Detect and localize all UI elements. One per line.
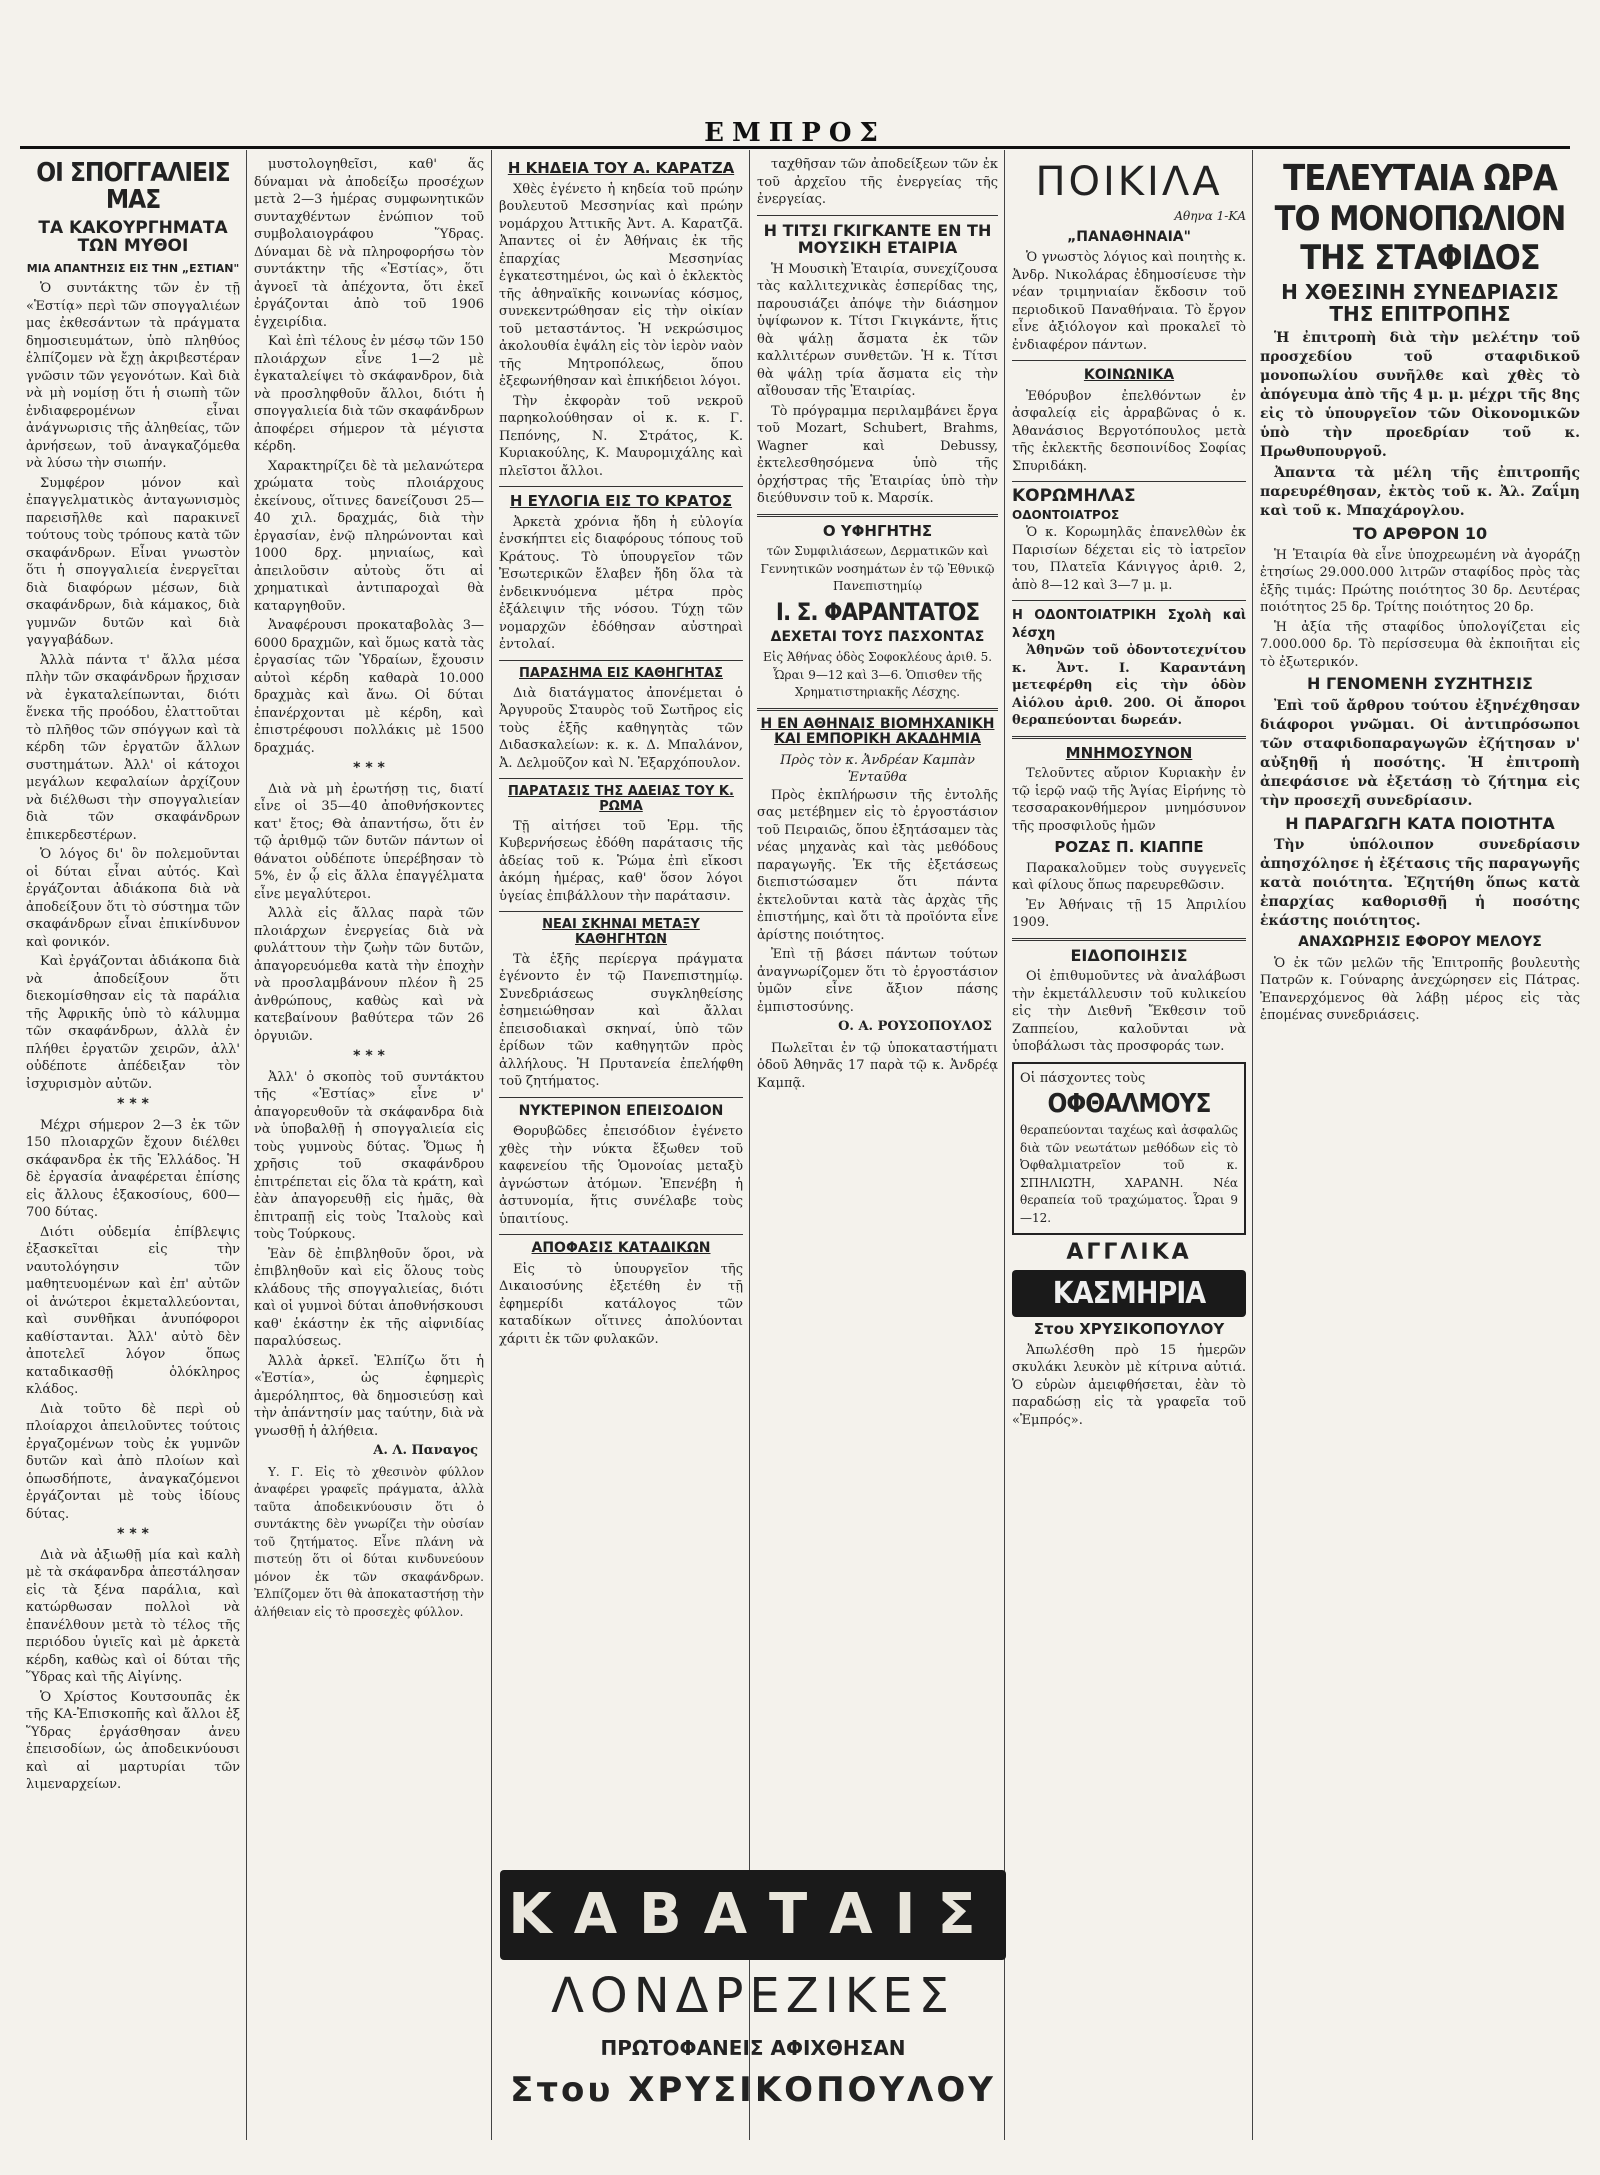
paragraph: Τὴν ὑπόλοιπον συνεδρίασιν ἀπησχόλησε ἡ ἐξέτασις τῆς παραγωγῆς κατὰ ποιότητα. Ἐζητήθη ὅπως κατὰ ἐπαρχίας καθορισθῇ ἡ ποσότης ἑκάστης ποιότητος.: [1260, 837, 1580, 930]
ad-banner-kabatais: ΚΑΒΑΤΑΙΣ: [500, 1870, 1006, 1960]
article-heading: ΠΑΡΑΤΑΣΙΣ ΤΗΣ ΑΔΕΙΑΣ ΤΟΥ Κ. ΡΩΜΑ: [508, 784, 734, 814]
divider: [757, 708, 998, 711]
ad-title: ΟΦΘΑΛΜΟΥΣ: [1047, 1089, 1211, 1120]
paragraph: Τὸ πρόγραμμα περιλαμβάνει ἔργα τοῦ Mozart, Schubert, Brahms, Wagner καὶ Debussy, ἐκτελεσθησόμενα ὑπὸ τῆς ὀρχήστρας τῆς Ἑταιρίας ὑπὸ τὴν διεύθυνσιν τοῦ κ. Μαρσίκ.: [757, 403, 998, 507]
divider: [1012, 736, 1246, 739]
article-heading: Η ΚΗΔΕΙΑ ΤΟΥ Α. ΚΑΡΑΤΖΑ: [507, 159, 735, 177]
paragraph: Ἐὰν δὲ ἐπιβληθοῦν ὅροι, νὰ ἐπιβληθοῦν καὶ εἰς ὅλους τοὺς κλάδους τῆς σπογγαλιείας, διότι καὶ οἱ γυμνοὶ δύται ἀποθνήσκουσι καθ' ἑκάστην ἐκ τῆς αἰφνιδίας παραλύσεως.: [254, 1246, 484, 1349]
article-signature: Α. Λ. Παναγος: [373, 1443, 478, 1458]
doctor-name: Ι. Σ. ΦΑΡΑΝΤΑΤΟΣ: [775, 597, 980, 626]
paragraph: Διὰ τοῦτο δὲ περὶ οὐ πλοίαρχοι ἀπειλοῦντες τούτοις ἐργαζομένων τοὺς ἐκ γυμνῶν δυτῶν καὶ ἀπὸ πλοίων καὶ ὁπωσδήποτε, ἀναγκαζόμενοι ἐργάζονται μὲ τοὺς ἰδίους δύτας.: [26, 1401, 240, 1522]
paragraph: Ἀναφέρουσι προκαταβολὰς 3—6000 δραχμῶν, καὶ ὅμως κατὰ τὰς ἐργασίας τῶν Ὑδραίων, ἔχουσιν αὐτοὶ κέρδη καθαρὰ 10.000 δραχμὰς καὶ ἄνω. Οἱ δύται ἐπανέρχονται μὲ κέρδη, καὶ ἐπιστρέφουσι πολλάκις μὲ 1500 δραχμάς.: [254, 618, 484, 756]
paragraph: Ἡ Μουσικὴ Ἑταιρία, συνεχίζουσα τὰς καλλιτεχνικὰς ἑσπερίδας της, παρουσιάζει ἀπόψε τὴν διάσημον ὑψίφωνον κ. Τίτσι Γκιγκάντε, ἥτις θὰ ψάλῃ ἄσματα ἐκ τῶν καλλιτέρων συνθετῶν. Ἡ κ. Τίτσι θὰ ψάλῃ τρία ἄσματα εἰς τὴν αἴθουσαν τῆς Ἑταιρίας.: [757, 261, 998, 400]
letter-addressee: Πρὸς τὸν κ. Ἀνδρέαν Καμπὰν Ἐνταῦθα: [780, 752, 975, 786]
section-mark: * * *: [353, 760, 385, 776]
paragraph: Τὰ ἑξῆς περίεργα πράγματα ἐγένοντο ἐν τῷ Πανεπιστημίῳ. Συνεδριάσεως συγκληθείσης ἐσημειώθησαν καὶ ἄλλαι ἐπεισοδιακαὶ σκηναί, ὑπὸ τῶν ἐρίδων τῶν καθηγητῶν πρὸς ἀλλήλους. Ἡ Πρυτανεία ἐπελήφθη τοῦ ζητήματος.: [499, 951, 743, 1090]
column-3: [499, 156, 743, 1856]
paragraph: Διὰ νὰ ἀξιωθῇ μία καὶ καλὴ μὲ τὰ σκάφανδρα ἀπεστάλησαν εἰς τὰ ξένα παράλια, καὶ κατώρθωσαν πολλοὶ νὰ ἐπανέλθουν μετὰ τὸ τέλος τῆς περιόδου ὑγιεῖς καὶ μὲ ἀρκετὰ κέρδη, καθὼς καὶ οἱ δύται τῆς Ὕδρας καὶ τῆς Αἰγίνης.: [26, 1547, 240, 1686]
column-rule: [749, 150, 750, 2140]
divider: [499, 486, 743, 487]
paragraph: Χθὲς ἐγένετο ἡ κηδεία τοῦ πρώην βουλευτοῦ Μεσσηνίας καὶ πρώην νομάρχου Ἀττικῆς Ἀντ. Α. Καρατζᾶ. Ἀπαντες οἱ ἐν Ἀθήναις ἐκ τῆς ἐπαρχίας Μεσσηνίας ἐγκατεστημένοι, ὡς καὶ ὁ ἐκλεκτὸς τῆς ἀθηναϊκῆς κοινωνίας κόσμος, συνεκεντρώθησαν εἰς τὴν οἰκίαν τοῦ μεταστάντος. Ἡ νεκρώσιμος ἀκολουθία ἐψάλη εἰς τὸν ἱερὸν ναὸν τῆς Μητροπόλεως, ὅπου ἐξεφωνήθησαν καὶ ἐπικήδειοι λόγοι.: [499, 181, 743, 389]
ad-banner-cashmere: ΚΑΣΜΗΡΙΑ: [1012, 1270, 1246, 1318]
article-heading: ΕΙΔΟΠΟΙΗΣΙΣ: [1070, 945, 1188, 965]
section-mark: * * *: [117, 1526, 149, 1543]
article-heading: Η ΕΝ ΑΘΗΝΑΙΣ ΒΙΟΜΗΧΑΝΙΚΗ ΚΑΙ ΕΜΠΟΡΙΚΗ ΑΚΑΔΗΜΙΑ: [760, 715, 995, 748]
column-2: [254, 156, 484, 2146]
article-heading: Η ΤΙΤΣΙ ΓΚΙΓΚΑΝΤΕ ΕΝ ΤΗ ΜΟΥΣΙΚΗ ΕΤΑΙΡΙΑ: [763, 220, 992, 258]
ad-box-eyes: [1012, 1062, 1246, 1236]
paragraph: Ἡ Ἑταιρία θὰ εἶνε ὑποχρεωμένη νὰ ἀγοράζῃ ἐτησίως 29.000.000 λιτρῶν σταφίδος πρὸς τὰς ἑξῆς τιμάς: Πρώτης ποιότητος 30 δρ. Δευτέρας ποιότητος 25 δρ. Τρίτης ποιότητος 20 δρ.: [1260, 547, 1580, 616]
paragraph: Ὁ γνωστὸς λόγιος καὶ ποιητὴς κ. Ἀνδρ. Νικολάρας ἐδημοσίευσε τὴν νέαν τριμηνιαίαν ἔκδοσιν τοῦ περιοδικοῦ Παναθήναια. Τὸ ἔργον εἶνε ἀξιόλογον καὶ προκαλεῖ τὸ ἐνδιαφέρον πάντων.: [1012, 250, 1246, 353]
paragraph: Τῇ αἰτήσει τοῦ Ἑρμ. τῆς Κυβερνήσεως ἐδόθη παράτασις τῆς ἀδείας τοῦ κ. Ῥώμα ἐπὶ εἴκοσι ἀκόμη ἡμέρας, καθ' ὅσον λόγοι ὑγείας ἐπιβάλλουν τὴν παράτασιν.: [499, 818, 743, 904]
column-rule: [491, 150, 492, 2140]
divider: [757, 514, 998, 517]
divider: [499, 1234, 743, 1235]
divider: [1012, 938, 1246, 941]
ad-intro: Οἱ πάσχοντες τοὺς: [1020, 1070, 1146, 1086]
section-mark: * * *: [117, 1096, 149, 1113]
divider: [757, 215, 998, 216]
article-subheading: ΤΑ ΚΑΚΟΥΡΓΗΜΑΤΑ ΤΩΝ ΜΥΘΟΙ: [38, 217, 228, 257]
paragraph: Ἀλλὰ ἀρκεῖ. Ἐλπίζω ὅτι ἡ «Ἑστία», ὡς ἐφημερὶς ἀμερόληπτος, θὰ δημοσιεύσῃ καὶ τὴν ἀπάντησίν μας ταύτην, διὰ νὰ γνωσθῇ ἡ ἀλήθεια.: [254, 1353, 484, 1439]
paragraph: Ἀλλὰ εἰς ἄλλας παρὰ τῶν πλοιάρχων ἐνεργείας διὰ νὰ φυλάττουν τὴν ζωὴν τῶν δυτῶν, ἀπαγορευόμεθα κατὰ τὴν ἐποχὴν νὰ προσλαμβάνουν πλέον ἢ 25 ἀνθρώπους, καθὼς καὶ νὰ κατεβαίνουν βαθύτερα τῶν 26 ὀργυιῶν.: [254, 906, 484, 1044]
paragraph: Ἐπὶ τοῦ ἄρθρου τούτου ἐξηνέχθησαν διάφοροι γνῶμαι. Οἱ ἀντιπρόσωποι τῶν σταφιδοπαραγωγῶν ἐζήτησαν ν' αὐξηθῇ ἡ ποσότης. Ἡ ἐπιτροπὴ ἀπεφάσισε νὰ ἐξετάσῃ τὸ ζήτημα εἰς τὴν προσεχῆ συνεδρίασιν.: [1260, 697, 1580, 809]
column-rule: [246, 150, 247, 2140]
paragraph: Ἀπωλέσθη πρὸ 15 ἡμερῶν σκυλάκι λευκὸν μὲ κίτρινα αὐτιά. Ὁ εὑρὼν ἀμειφθήσεται, ἐὰν τὸ παραδώσῃ εἰς τὰ γραφεῖα τοῦ «Ἐμπρός».: [1012, 1342, 1246, 1428]
article-heading: „ΠΑΝΑΘΗΝΑΙΑ": [1067, 228, 1191, 245]
paragraph: Συμφέρον μόνον καὶ ἐπαγγελματικὸς ἀνταγωνισμὸς παρεισῆλθε καὶ παρακινεῖ τούτους τοὺς τρόπους κατὰ τῶν σκαφάνδρων. Εἶναι γνωστὸν ὅτι ἡ σπογγαλιεία ἐνεργεῖται διὰ διαφόρων μέσων, διὰ σκαφάνδρων, διὰ κάμακος, διὰ γυμνῶν δυτῶν καὶ διὰ γαγγαβάδων.: [26, 475, 240, 649]
paragraph: Χαρακτηρίζει δὲ τὰ μελανώτερα χρώματα τοὺς πλοιάρχους ἐκείνους, οἵτινες δανείζουσι 25—40 χιλ. δραχμάς, διὰ τὴν ἐργασίαν, ἐνῷ πληρώνονται καὶ 1000 δρχ. μηνιαίως, καὶ ἀπειλοῦσιν αὐτοὺς ὅτι αἱ χρηματικαὶ ἀντιπαροχαὶ θὰ καταργηθοῦν.: [254, 458, 484, 614]
paragraph: Καὶ ἐπὶ τέλους ἐν μέσῳ τῶν 150 πλοιάρχων εἶνε 1—2 μὲ ἐγκαταλείψει τὸ σκάφανδρον, διὰ νὰ προσληφθοῦν ἄλλοι, διότι ἡ σπογγαλιεία διὰ τῶν σκαφάνδρων ἀποφέρει σήμερον τὰ μέγιστα κέρδη.: [254, 334, 484, 454]
ad-heading: ΑΓΓΛΙΚΑ: [1066, 1240, 1192, 1266]
article-heading: ΚΟΙΝΩΝΙΚΑ: [1083, 367, 1175, 383]
article-heading: Η ΓΕΝΟΜΕΝΗ ΣΥΖΗΤΗΣΙΣ: [1307, 674, 1533, 694]
section-heading: ΠΟΙΚΙΛΑ: [1035, 159, 1223, 205]
ad-line: Στου ΧΡΥΣΙΚΟΠΟΥΛΟΥ: [510, 2070, 996, 2110]
dateline: Αθηνα 1-ΚΑ: [1174, 209, 1246, 223]
column-6: [1260, 156, 1580, 2146]
paragraph: Ὁ λόγος δι' ὃν πολεμοῦνται οἱ δύται εἶναι αὐτός. Καὶ ἐργάζονται ἀδιάκοπα διὰ νὰ ἀποδείξουν ὅτι τὸ σύστημα τῶν σκαφάνδρων εἶναι ἐπικίνδυνον καὶ φονικόν.: [26, 847, 240, 950]
divider: [499, 660, 743, 661]
article-heading: Η ΠΑΡΑΓΩΓΗ ΚΑΤΑ ΠΟΙΟΤΗΤΑ: [1285, 813, 1555, 833]
article-subheading: Η ΧΘΕΣΙΝΗ ΣΥΝΕΔΡΙΑΣΙΣ ΤΗΣ ΕΠΙΤΡΟΠΗΣ: [1281, 280, 1559, 327]
ad-store: Στου ΧΡΥΣΙΚΟΠΟΥΛΟΥ: [1033, 1320, 1225, 1339]
article-heading: Η ΕΥΛΟΓΙΑ ΕΙΣ ΤΟ ΚΡΑΤΟΣ: [509, 492, 733, 510]
paragraph: Πρὸς ἐκπλήρωσιν τῆς ἐντολῆς σας μετέβημεν εἰς τὸ ἐργοστάσιον τοῦ Πειραιῶς, ὅπου ἐξητάσαμεν τὰς νέας μηχανὰς καὶ τὰς μεθόδους παραγωγῆς. Ἐκ τῆς ἐξετάσεως διεπιστώσαμεν ὅτι πάντα ἐκτελοῦνται κατὰ τὰς ἀρχὰς τῆς ἐπιστήμης, καὶ ὅτι τὰ προϊόντα εἶνε ἀρίστης ποιότητος.: [757, 787, 998, 943]
ad-line: ΠΡΩΤΟΦΑΝΕΙΣ ΑΦΙΧΘΗΣΑΝ: [600, 2036, 906, 2060]
paragraph: Μέχρι σήμερον 2—3 ἐκ τῶν 150 πλοιαρχῶν ἔχουν διέλθει σκάφανδρα ἐκ τῆς Ἑλλάδος. Ἡ δὲ ἐργασία ἀναφέρεται ἐπίσης εἰς ἄλλους ἑξακοσίους, 600—700 δύτας.: [26, 1117, 240, 1221]
paragraph: Ἐπὶ τῇ βάσει πάντων τούτων ἀναγνωρίζομεν ὅτι τὸ ἐργοστάσιον ὑμῶν εἶνε ἄξιον πάσης ἐμπιστοσύνης.: [757, 947, 998, 1015]
divider: [499, 778, 743, 779]
divider: [1012, 360, 1246, 361]
paragraph: Εἰς τὸ ὑπουργεῖον τῆς Δικαιοσύνης ἐξετέθη ἐν τῇ ἐφημερίδι κατάλογος τῶν καταδίκων οἵτινες ἀπολύονται χάριτι ἐκ τῶν φυλακῶν.: [499, 1261, 743, 1347]
column-rule: [1004, 150, 1005, 2140]
postscript: Υ. Γ. Εἰς τὸ χθεσινὸν φύλλον ἀναφέρει γραφεῖς πράγματα, ἀλλὰ ταῦτα ἀποδεικνύουσιν ὅτι ὁ συντάκτης δὲν γνωρίζει τὴν οὐσίαν τοῦ ζητήματος. Εἶνε πλάνη νὰ πιστεύῃ ὅτι οἱ δύται κινδυνεύουν μόνον ἐκ τῶν σκαφάνδρων. Ἐλπίζομεν ὅτι θὰ ἀποκαταστήσῃ τὴν ἀλήθειαν εἰς τὸ προσεχὲς φύλλον.: [254, 1464, 484, 1619]
article-heading: ΜΝΗΜΟΣΥΝΟΝ: [1065, 743, 1193, 762]
paragraph: μυστολογηθεῖσι, καθ' ἅς δύναμαι νὰ ἀποδείξω προσέχων μετὰ 2—3 ἡμέρας συμφωνητικῶν συνταχθέντων ἐνώπιον τοῦ συμβολαιογράφου Ὕδρας. Δύναμαι δὲ νὰ πληροφορήσω τὸν συντάκτην τῆς «Ἑστίας», ὅτι ἀγνοεῖ τὰ ἀπέχοντα, ὅτι ἐκεῖ ἐργάζονται ἀπὸ τοῦ 1906 ἐγχειρίδια.: [254, 157, 484, 330]
section-mark: * * *: [353, 1048, 385, 1064]
ad-heading: Ο ΥΦΗΓΗΤΗΣ: [822, 521, 933, 540]
dentist-name: ΚΟΡΩΜΗΛΑΣ: [1012, 486, 1136, 506]
paragraph: Ἀλλ' ὁ σκοπὸς τοῦ συντάκτου τῆς «Ἑστίας» εἶνε ν' ἀπαγορευθοῦν τὰ σκάφανδρα διὰ νὰ ὑποβαλθῇ ἡ σπογγαλιεία εἰς τοὺς γυμνοὺς δύτας. Ὅμως ἡ χρῆσις τοῦ σκαφάνδρου ἐπιτρέπεται εἰς ὅλα τὰ κράτη, καὶ ἐὰν ἀπαγορευθῇ εἰς ἡμᾶς, θὰ ἐπιτραπῇ εἰς τοὺς Ἰταλοὺς καὶ τοὺς Τούρκους.: [254, 1069, 484, 1242]
paragraph: Ἐν Ἀθήναις τῇ 15 Ἀπριλίου 1909.: [1012, 897, 1246, 930]
divider: [499, 1097, 743, 1098]
newspaper-title: ΕΜΠΡΟΣ: [704, 118, 886, 148]
ad-text: Εἰς Ἀθήνας ὁδὸς Σοφοκλέους ἀριθ. 5. Ὧραι 9—12 καὶ 3—6. Ὁπισθεν τῆς Χρηματιστηριακῆς Λέσχης.: [762, 650, 993, 700]
article-heading: Η ΟΔΟΝΤΟΙΑΤΡΙΚΗ Σχολὴ καὶ λέσχη: [1012, 608, 1246, 641]
paragraph: Ἡ ἀξία τῆς σταφίδος ὑπολογίζεται εἰς 7.000.000 δρ. Τὸ περίσσευμα θὰ ἐκποιῆται εἰς τὸ ἐξωτερικόν.: [1260, 619, 1580, 670]
ad-line: ΛΟΝΔΡΕΖΙΚΕΣ: [551, 1968, 955, 2024]
divider: [1012, 600, 1246, 601]
paragraph: Ὁ Χρίστος Κουτσουπᾶς ἐκ τῆς ΚΑ-Ἐπισκοπῆς καὶ ἄλλοι ἐξ Ὕδρας ἐργάσθησαν ἀνευ ἐπεισοδίων, ὡς ἀποδεικνύουσι καὶ αἱ μαρτυρίαι τῶν λιμεναρχείων.: [26, 1689, 240, 1793]
paragraph: Ὁ κ. Κορωμηλᾶς ἐπανελθὼν ἐκ Παρισίων δέχεται εἰς τὸ ἰατρεῖον του, Πλατεῖα Κάνιγγος ἀριθ. 2, ἀπὸ 8—12 καὶ 3—7 μ. μ.: [1012, 525, 1246, 593]
ad-text: τῶν Συμφιλιάσεων, Δερματικῶν καὶ Γεννητικῶν νοσημάτων ἐν τῷ Ἐθνικῷ Πανεπιστημίῳ: [760, 544, 995, 594]
paragraph: Ἀπαντα τὰ μέλη τῆς ἐπιτροπῆς παρευρέθησαν, ἐκτὸς τοῦ κ. Ἀλ. Ζαΐμη καὶ τοῦ κ. Μπαχάρογλου.: [1260, 465, 1580, 520]
letter-signature: Ο. Α. ΡΟΥΣΟΠΟΥΛΟΣ: [838, 1019, 992, 1035]
paragraph: Τὴν ἐκφορὰν τοῦ νεκροῦ παρηκολούθησαν οἱ κ. κ. Γ. Πεπόνης, Ν. Στράτος, Κ. Κυριακούλης, Κ. Μαυρομιχάλης καὶ πλεῖστοι ἄλλοι.: [499, 393, 743, 479]
article-heading: ΑΝΑΧΩΡΗΣΙΣ ΕΦΟΡΟΥ ΜΕΛΟΥΣ: [1298, 934, 1542, 951]
paragraph: ταχθῆσαν τῶν ἀποδείξεων τῶν ἐκ τοῦ ἀρχεῖου τῆς ἐνεργείας τῆς ἐνεργείας.: [757, 157, 998, 207]
paragraph: Ὁ συντάκτης τῶν ἐν τῇ «Ἑστίᾳ» περὶ τῶν σπογγαλιέων μας ἐκθεσάντων τὰ πράγματα δημοσιευμάτων, ὑπὸ πληθύος ἐλπίζομεν νὰ ἔχῃ ἀκριβεστέραν γνῶσιν τῶν γεγονότων. Καὶ διὰ νὰ μὴ νομίσῃ ὅτι ἡ σιωπὴ τῶν ἐνδιαφερομένων εἶναι ἀνάγνωρισις τῆς ἀληθείας, τῶν ἀρνήσεων, τοῦ ἀναγκαζόμεθα νὰ λύσω τὴν σιωπήν.: [26, 281, 240, 472]
section-heading: ΤΕΛΕΥΤΑΙΑ ΩΡΑ: [1283, 158, 1557, 199]
article-kicker: ΜΙΑ ΑΠΑΝΤΗΣΙΣ ΕΙΣ ΤΗΝ „ΕΣΤΙΑΝ": [26, 261, 240, 275]
article-heading: ΑΠΟΦΑΣΙΣ ΚΑΤΑΔΙΚΩΝ: [531, 1240, 711, 1257]
paragraph: Πωλεῖται ἐν τῷ ὑποκαταστήματι ὁδοῦ Ἀθηνᾶς 17 παρὰ τῷ κ. Ἀνδρέᾳ Καμπᾷ.: [757, 1040, 998, 1091]
dentist-title: ΟΔΟΝΤΟΙΑΤΡΟΣ: [1012, 507, 1120, 522]
deceased-name: ΡΟΖΑΣ Π. ΚΙΑΠΠΕ: [1054, 838, 1204, 856]
divider: [1012, 481, 1246, 482]
paragraph: Θορυβῶδες ἐπεισόδιον ἐγένετο χθὲς τὴν νύκτα ἔξωθεν τοῦ καφενείου τῆς Ὁμονοίας μεταξὺ ἀγνώστων ἀτόμων. Ἐπενέβη ἡ ἀστυνομία, ἥτις συνέλαβε τοὺς ὑπαιτίους.: [499, 1124, 743, 1227]
ad-subheading: ΔΕΧΕΤΑΙ ΤΟΥΣ ΠΑΣΧΟΝΤΑΣ: [770, 628, 985, 645]
paragraph: Διὰ νὰ μὴ ἐρωτήσῃ τις, διατί εἶνε οἱ 35—40 ἀποθνήσκοντες κατ' ἔτος; Θὰ ἀπαντήσω, ὅτι ἐν τῷ ἀριθμῷ τῶν δυτῶν πάντων οἱ θάνατοι οὐδέποτε ὑπερέβησαν τὸ 5%, ἐν ᾧ εἰς ἄλλα ἐπαγγέλματα εἶνε μεγαλύτεροι.: [254, 781, 484, 902]
ad-text: θεραπεύονται ταχέως καὶ ἀσφαλῶς διὰ τῶν νεωτάτων μεθόδων εἰς τὸ Ὀφθαλμιατρεῖον τοῦ κ. ΣΠΗΛΙΩΤΗ, ΧΑΡΑΝΗ. Νέα θεραπεία τοῦ τραχώματος. Ὧραι 9—12.: [1020, 1123, 1238, 1225]
article-heading: ΤΟ ΑΡΘΡΟΝ 10: [1352, 524, 1488, 544]
divider: [499, 911, 743, 912]
paragraph: Οἱ ἐπιθυμοῦντες νὰ ἀναλάβωσι τὴν ἐκμετάλλευσιν τοῦ κυλικείου εἰς τὴν Διεθνῆ Ἔκθεσιν τοῦ Ζαππείου, καλοῦνται νὰ ὑποβάλωσι τὰς προσφοράς των.: [1012, 969, 1246, 1055]
paragraph: Διότι οὐδεμία ἐπίβλεψις ἐξασκεῖται εἰς τὴν ναυτολόγησιν τῶν μαθητευομένων καὶ ἐπ' αὐτῶν οἱ ἀνώτεροι ἐκμεταλλεύονται, καὶ συνθῆκαι ἀνυπόφοροι καθίστανται. Ἀλλ' αὐτὸ δὲν ἀποτελεῖ λόγον ὅπως καταδικασθῇ ὁλόκληρος κλάδος.: [26, 1224, 240, 1398]
paragraph: Τελοῦντες αὔριον Κυριακὴν ἐν τῷ ἱερῷ ναῷ τῆς Ἁγίας Εἰρήνης τὸ τεσσαρακονθήμερον μνημόσυνον τῆς προσφιλοῦς ἡμῶν: [1012, 766, 1246, 834]
column-5: [1012, 156, 1246, 2146]
paragraph: Διὰ διατάγματος ἀπονέμεται ὁ Ἀργυροῦς Σταυρὸς τοῦ Σωτῆρος εἰς τοὺς ἑξῆς καθηγητὰς τῶν Διδασκαλείων: κ. κ. Δ. Μπαλάνον, Ἀ. Δελμοῦζον καὶ Ν. Ἐξαρχόπουλον.: [499, 685, 743, 771]
article-heading: ΝΕΑΙ ΣΚΗΝΑΙ ΜΕΤΑΞΥ ΚΑΘΗΓΗΤΩΝ: [542, 917, 700, 947]
paragraph: Ἀλλὰ πάντα τ' ἄλλα μέσα πλὴν τῶν σκαφάνδρων ἤρχισαν νὰ ἐγκαταλείπωνται, διότι ἕνεκα τῆς προόδου, ἐλαττοῦται τὸ πλῆθος τῶν σπόγγων καὶ τὰ κέρδη τῶν ἐργατῶν ἄλλων συστημάτων. Ἀλλ' οἱ κάτοχοι μεγάλων κεφαλαίων ἀρχίζουν νὰ διέλθωσι τὴν σπογγαλιείαν διὰ τῶν σκαφάνδρων ἐπικερδεστέρων.: [26, 652, 240, 843]
paragraph: Ἀρκετὰ χρόνια ἤδη ἡ εὐλογία ἐνσκήπτει εἰς διαφόρους τόπους τοῦ Κράτους. Τὸ ὑπουργεῖον τῶν Ἐσωτερικῶν ἔλαβεν ἤδη ὅλα τὰ ἐνδεικνυόμενα μέτρα πρὸς ἐξάλειψιν τῆς νόσου. Τύχῃ τῶν νομαρχῶν ἐδόθησαν αὐστηραὶ ἐντολαί.: [499, 514, 743, 652]
column-1: [26, 156, 240, 2146]
paragraph: Ὁ ἐκ τῶν μελῶν τῆς Ἐπιτροπῆς βουλευτὴς Πατρῶν κ. Γούναρης ἀνεχώρησεν εἰς Πάτρας. Ἐπανερχόμενος θὰ λάβῃ μέρος εἰς τὰς ἑπομένας συνεδριάσεις.: [1260, 955, 1580, 1024]
column-rule: [1252, 150, 1253, 2140]
article-heading: ΤΟ ΜΟΝΟΠΩΛΙΟΝ: [1274, 198, 1566, 239]
paragraph: Ἀθηνῶν τοῦ ὀδοντοτεχνίτου κ. Ἀντ. Ι. Καραντάνη μετεφέρθη εἰς τὴν ὁδὸν Αἰόλου ἀριθ. 200. Οἱ ἄποροι θεραπεύονται δωρεάν.: [1012, 643, 1246, 728]
paragraph: Καὶ ἐργάζονται ἀδιάκοπα διὰ νὰ ἀποδείξουν ὅτι διεκομίσθησαν εἰς τὰ παράλια τῆς Ἀφρικῆς ὑπὸ τὸ κάλυμμα τῶν σκαφάνδρων, ἀλλὰ ἐν πλήθει ἐργατῶν χειρῶν, ἀλλ' οὐδέποτε ἀπέδειξαν τὸν ἰσχυρισμὸν αὐτῶν.: [26, 954, 240, 1092]
article-heading: ΟΙ ΣΠΟΓΓΑΛΙΕΙΣ ΜΑΣ: [36, 158, 230, 216]
masthead: [20, 118, 1570, 149]
column-4: [757, 156, 998, 1856]
paragraph: Ἡ ἐπιτροπὴ διὰ τὴν μελέτην τοῦ προσχεδίου τοῦ σταφιδικοῦ μονοπωλίου συνῆλθε καὶ χθὲς τὸ ἀπόγευμα ἀπὸ τῆς 4 μ. μ. μέχρι τῆς 8ης εἰς τὸ ὑπουργεῖον τῶν Οἰκονομικῶν ὑπὸ τὴν προεδρίαν τοῦ κ. Πρωθυπουργοῦ.: [1260, 330, 1580, 461]
article-heading: ΠΑΡΑΣΗΜΑ ΕΙΣ ΚΑΘΗΓΗΤΑΣ: [519, 665, 723, 681]
article-heading: ΝΥΚΤΕΡΙΝΟΝ ΕΠΕΙΣΟΔΙΟΝ: [518, 1102, 724, 1119]
paragraph: Παρακαλοῦμεν τοὺς συγγενεῖς καὶ φίλους ὅπως παρευρεθῶσιν.: [1012, 860, 1246, 893]
article-heading: ΤΗΣ ΣΤΑΦΙΔΟΣ: [1300, 238, 1540, 279]
paragraph: Ἐθόρυβον ἐπελθόντων ἐν ἀσφαλείᾳ εἰς ἀρραβῶνας ὁ κ. Ἀθανάσιος Βεργοτόπουλος μετὰ τῆς ἐκλεκτῆς δεσποινίδος Σοφίας Σπυριδάκη.: [1012, 388, 1246, 474]
